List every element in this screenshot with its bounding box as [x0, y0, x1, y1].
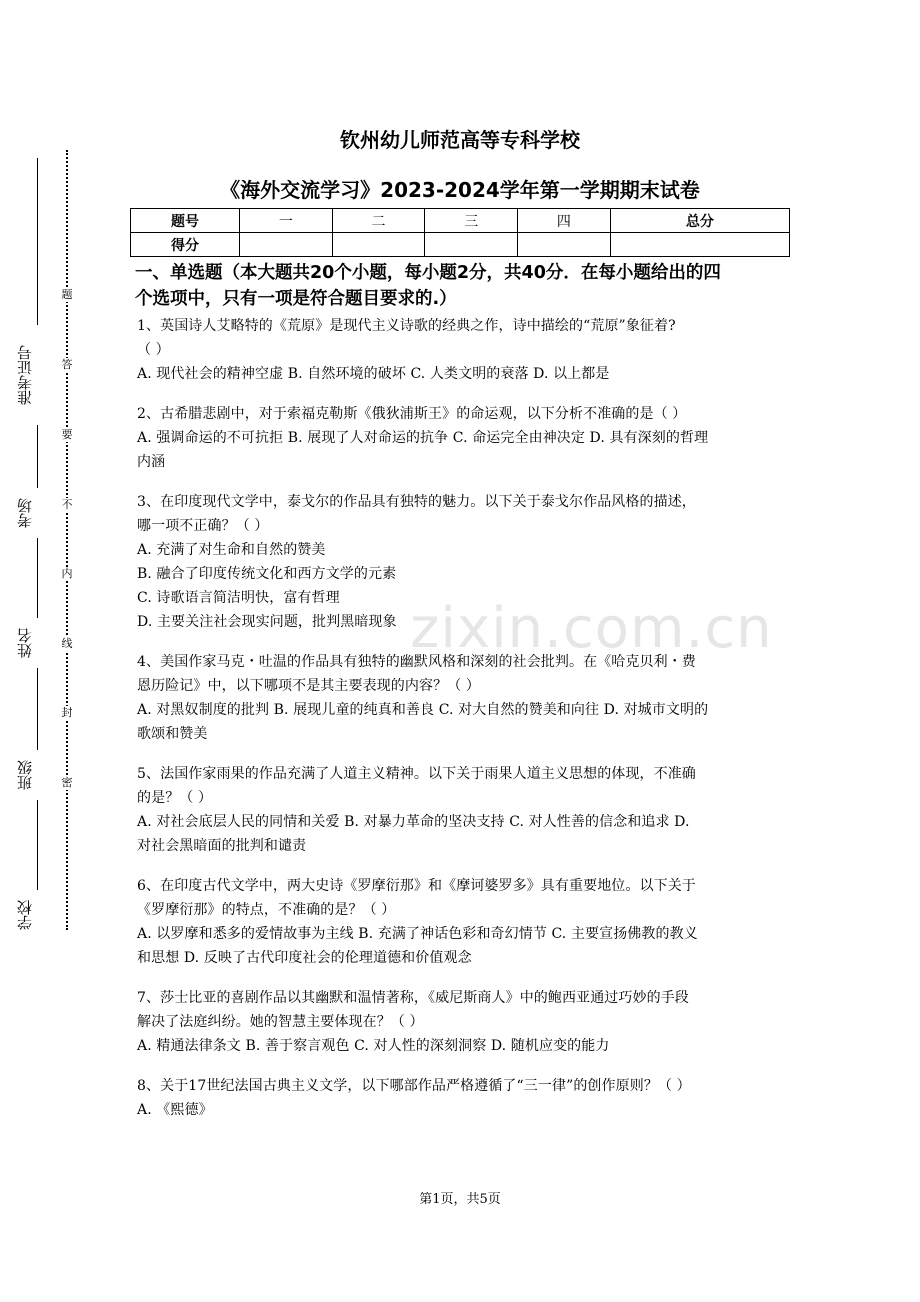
question-stem: 《罗摩衍那》的特点，不准确的是？（ ） — [137, 902, 396, 918]
question-stem: 哪一项不正确？（ ） — [137, 518, 269, 534]
question-6 — [137, 874, 787, 970]
question-options: A. 强调命运的不可抗拒 B. 展现了人对命运的抗争 C. 命运完全由神决定 D. 具有深刻的哲理 — [137, 430, 709, 446]
question-option: A. 《熙德》 — [137, 1102, 213, 1118]
question-1 — [137, 314, 787, 386]
score-cell: 得分 — [131, 233, 240, 257]
score-cell: 三 — [425, 209, 518, 233]
question-options: A. 现代社会的精神空虚 B. 自然环境的破坏 C. 人类文明的衰落 D. 以上都是 — [137, 366, 610, 382]
field-underline — [37, 158, 38, 928]
question-4 — [137, 650, 787, 746]
score-cell: 四 — [518, 209, 611, 233]
question-options: 歌颂和赞美 — [137, 726, 208, 742]
question-options: A. 以罗摩和悉多的爱情故事为主线 B. 充满了神话色彩和奇幻情节 C. 主要宣扬佛教的教义 — [137, 926, 698, 942]
question-stem: 8、关于17世纪法国古典主义文学，以下哪部作品严格遵循了“三一律”的创作原则？（ ） — [137, 1078, 691, 1094]
seal-char: 不 — [61, 498, 73, 511]
exam-title: 《海外交流学习》2023-2024学年第一学期期末试卷 — [220, 178, 700, 202]
question-options: A. 对社会底层人民的同情和关爱 B. 对暴力革命的坚决支持 C. 对人性善的信念和追求 D. — [137, 814, 690, 830]
seal-char: 线 — [61, 637, 73, 650]
exam-content — [137, 260, 787, 1122]
score-input-cell — [425, 233, 518, 257]
question-stem: 3、在印度现代文学中，泰戈尔的作品具有独特的魅力。以下关于泰戈尔作品风格的描述， — [137, 494, 696, 510]
section-heading-line: 个选项中，只有一项是符合题目要求的.） — [135, 289, 457, 309]
score-table — [130, 208, 790, 257]
class-label: 班级 — [14, 750, 54, 800]
question-3 — [137, 490, 787, 634]
question-options: A. 精通法律条文 B. 善于察言观色 C. 对人性的深刻洞察 D. 随机应变的能力 — [137, 1038, 610, 1054]
score-table-header-row — [131, 209, 790, 233]
question-stem: 5、法国作家雨果的作品充满了人道主义精神。以下关于雨果人道主义思想的体现，不准确 — [137, 766, 696, 782]
school-label: 学校 — [14, 890, 54, 940]
question-option: B. 融合了印度传统文化和西方文学的元素 — [137, 566, 397, 582]
exam-room-label: 考场 — [14, 488, 54, 538]
question-stem: 的是？（ ） — [137, 790, 213, 806]
seal-char: 密 — [61, 776, 73, 789]
question-options: 和思想 D. 反映了古代印度社会的伦理道德和价值观念 — [137, 950, 472, 966]
score-cell: 总分 — [610, 209, 789, 233]
seal-char: 封 — [61, 706, 73, 719]
binding-margin — [0, 0, 100, 1302]
admission-number-label: 准考证号 — [14, 325, 54, 425]
score-cell: 一 — [240, 209, 333, 233]
question-options: A. 对黑奴制度的批判 B. 展现儿童的纯真和善良 C. 对大自然的赞美和向往 D. 对城市文明的 — [137, 702, 709, 718]
question-stem: 7、莎士比亚的喜剧作品以其幽默和温情著称，《威尼斯商人》中的鲍西亚通过巧妙的手段 — [137, 990, 689, 1006]
score-cell: 二 — [332, 209, 425, 233]
page-footer: 第1页，共5页 — [419, 1192, 501, 1207]
name-label: 姓名 — [14, 618, 54, 668]
seal-char: 答 — [61, 358, 73, 371]
question-7 — [137, 986, 787, 1058]
question-stem: 解决了法庭纠纷。她的智慧主要体现在？（ ） — [137, 1014, 424, 1030]
score-input-cell — [240, 233, 333, 257]
question-option: A. 充满了对生命和自然的赞美 — [137, 542, 326, 558]
score-cell: 题号 — [131, 209, 240, 233]
question-options: 对社会黑暗面的批判和谴责 — [137, 838, 307, 854]
question-option: D. 主要关注社会现实问题，批判黑暗现象 — [137, 614, 397, 630]
question-stem: 2、古希腊悲剧中，对于索福克勒斯《俄狄浦斯王》的命运观，以下分析不准确的是（ ） — [137, 406, 687, 422]
question-stem: 1、英国诗人艾略特的《荒原》是现代主义诗歌的经典之作，诗中描绘的“荒原”象征着? — [137, 318, 676, 334]
seal-char: 题 — [61, 288, 73, 301]
seal-char: 要 — [61, 428, 73, 441]
watermark: zixin.com.cn — [410, 596, 773, 661]
seal-dotted-line — [66, 150, 68, 930]
question-options: 内涵 — [137, 454, 166, 470]
question-5 — [137, 762, 787, 858]
score-input-cell — [332, 233, 425, 257]
school-title: 钦州幼儿师范高等专科学校 — [340, 128, 580, 152]
question-8 — [137, 1074, 787, 1122]
section-heading — [135, 260, 787, 312]
score-input-cell — [610, 233, 789, 257]
question-stem: 6、在印度古代文学中，两大史诗《罗摩衍那》和《摩诃婆罗多》具有重要地位。以下关于 — [137, 878, 696, 894]
score-input-cell — [518, 233, 611, 257]
score-table-score-row — [131, 233, 790, 257]
question-stem: （ ） — [137, 342, 170, 358]
question-stem: 恩历险记》中，以下哪项不是其主要表现的内容？（ ） — [137, 678, 480, 694]
question-option: C. 诗歌语言简洁明快，富有哲理 — [137, 590, 340, 606]
question-stem: 4、美国作家马克・吐温的作品具有独特的幽默风格和深刻的社会批判。在《哈克贝利・费 — [137, 654, 696, 670]
section-heading-line: 一、单选题（本大题共20个小题，每小题2分，共40分．在每小题给出的四 — [135, 263, 721, 283]
question-2 — [137, 402, 787, 474]
seal-char: 内 — [61, 567, 73, 580]
